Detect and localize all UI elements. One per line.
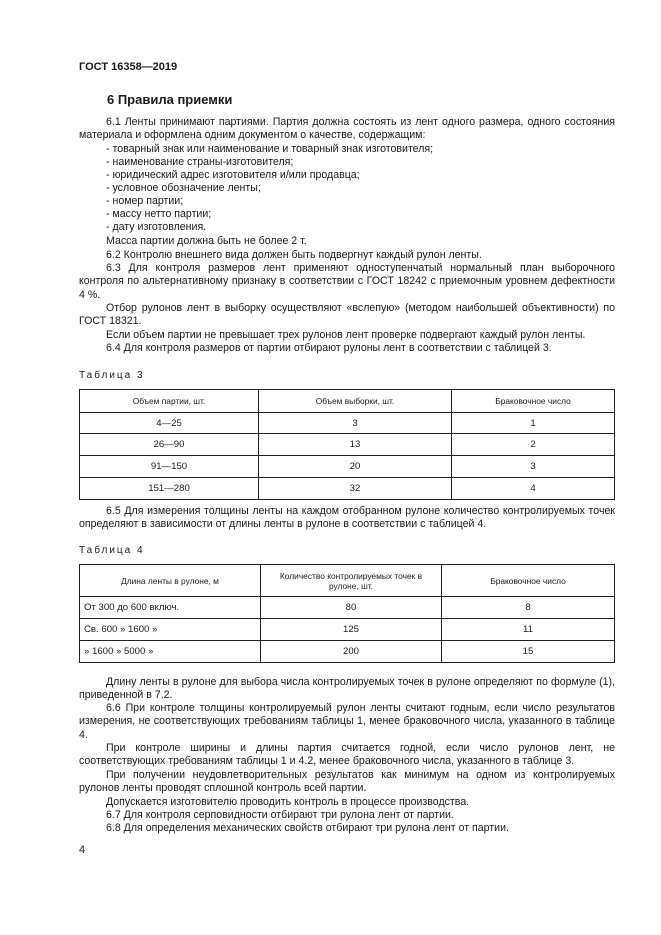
table-4-caption: Таблица 4	[79, 545, 145, 556]
table-cell: 2	[452, 434, 615, 456]
table-cell: 125	[261, 619, 442, 641]
table-row	[80, 434, 615, 456]
table-cell: 3	[452, 456, 615, 478]
paragraph-6-3: 6.3 Для контроля размеров лент применяют одноступенчатый нормальный план выборочного контроля по альтернативному признаку в соответствии с ГОСТ 18242 с приемочным уровнем дефектности 4 %.	[79, 262, 615, 301]
table-4	[79, 564, 615, 663]
paragraph-blind-selection: Отбор рулонов лент в выборку осуществляют «вслепую» (методом наибольшей объективности) по ГОСТ 18321.	[79, 302, 615, 328]
table-cell: 1	[452, 413, 615, 434]
table-cell: » 1600 » 5000 »	[80, 641, 261, 663]
table-header-cell: Объем выборки, шт.	[259, 390, 452, 413]
list-item: - товарный знак или наименование и товарный знак изготовителя;	[106, 143, 434, 155]
paragraph-6-8: 6.8 Для определения механических свойств отбирают три рулона лент от партии.	[106, 822, 509, 834]
list-item: - условное обозначение ленты;	[106, 182, 261, 194]
table-row	[80, 597, 615, 619]
table-row	[80, 619, 615, 641]
table-cell: 26—90	[80, 434, 259, 456]
table-header-cell: Объем партии, шт.	[80, 390, 259, 413]
paragraph-6-5: 6.5 Для измерения толщины ленты на каждом отобранном рулоне количество контролируемых точек определяют в зависимости от длины ленты в рулоне в соответствии с таблицей 4.	[79, 505, 615, 531]
table-cell: 13	[259, 434, 452, 456]
table-row	[80, 456, 615, 478]
table-cell: От 300 до 600 включ.	[80, 597, 261, 619]
document-header: ГОСТ 16358—2019	[79, 61, 178, 73]
table-row	[80, 641, 615, 663]
table-cell: 11	[442, 619, 615, 641]
list-item: - дату изготовления.	[106, 221, 207, 233]
list-item: - юридический адрес изготовителя и/или продавца;	[106, 169, 360, 181]
table-3-caption: Таблица 3	[79, 370, 145, 381]
list-item: - наименование страны-изготовителя;	[106, 156, 294, 168]
paragraph-width-length: При контроле ширины и длины партия считается годной, если число рулонов лент, не соответствующих требованиям таблицы 1 и 4.2, менее браковочного числа, указанного в таблице 3.	[79, 742, 615, 768]
table-cell: 20	[259, 456, 452, 478]
paragraph-in-process: Допускается изготовителю проводить контроль в процессе производства.	[106, 796, 470, 808]
table-cell: 4—25	[80, 413, 259, 434]
mass-note: Масса партии должна быть не более 2 т.	[106, 235, 307, 247]
table-header-cell: Длина ленты в рулоне, м	[80, 565, 261, 597]
table-cell: 15	[442, 641, 615, 663]
page-number: 4	[79, 844, 86, 856]
table-cell: 80	[261, 597, 442, 619]
paragraph-6-7: 6.7 Для контроля серповидности отбирают три рулона лент от партии.	[106, 809, 454, 821]
table-header-cell: Браковочное число	[452, 390, 615, 413]
table-header-cell: Количество контролируемых точек в рулоне, шт.	[261, 565, 442, 597]
table-cell: 200	[261, 641, 442, 663]
paragraph-small-batch: Если объем партии не превышает трех рулонов лент проверке подвергают каждый рулон ленты.	[106, 329, 586, 341]
paragraph-unsatisfactory: При получении неудовлетворительных результатов как минимум на одном из контролируемых рулонов ленты проводят сплошной контроль всей партии.	[79, 769, 615, 795]
paragraph-6-2: 6.2 Контролю внешнего вида должен быть подвергнут каждый рулон ленты.	[106, 249, 482, 261]
table-cell: 4	[452, 478, 615, 500]
table-cell: 8	[442, 597, 615, 619]
table-cell: 91—150	[80, 456, 259, 478]
paragraph-6-6: 6.6 При контроле толщины контролируемый рулон ленты считают годным, если число результатов измерения, не соответствующих требованиям таблицы 1, менее браковочного числа, указанного в таблице 4.	[79, 702, 615, 741]
table-cell: 32	[259, 478, 452, 500]
paragraph-6-4: 6.4 Для контроля размеров от партии отбирают рулоны лент в соответствии с таблицей 3.	[106, 342, 552, 354]
table-cell: Св. 600 » 1600 »	[80, 619, 261, 641]
table-3	[79, 389, 615, 500]
list-item: - номер партии;	[106, 195, 184, 207]
table-header-cell: Браковочное число	[442, 565, 615, 597]
table-cell: 151—280	[80, 478, 259, 500]
table-cell: 3	[259, 413, 452, 434]
paragraph-length: Длину ленты в рулоне для выбора числа контролируемых точек в рулоне определяют по формуле (1), приведенной в 7.2.	[79, 676, 615, 702]
section-title: 6 Правила приемки	[107, 92, 233, 107]
table-row	[80, 413, 615, 434]
table-row	[80, 478, 615, 500]
list-item: - массу нетто партии;	[106, 208, 212, 220]
paragraph-6-1: 6.1 Ленты принимают партиями. Партия должна состоять из лент одного размера, одного состояния материала и оформлена одним документом о качестве, содержащим:	[79, 116, 615, 142]
